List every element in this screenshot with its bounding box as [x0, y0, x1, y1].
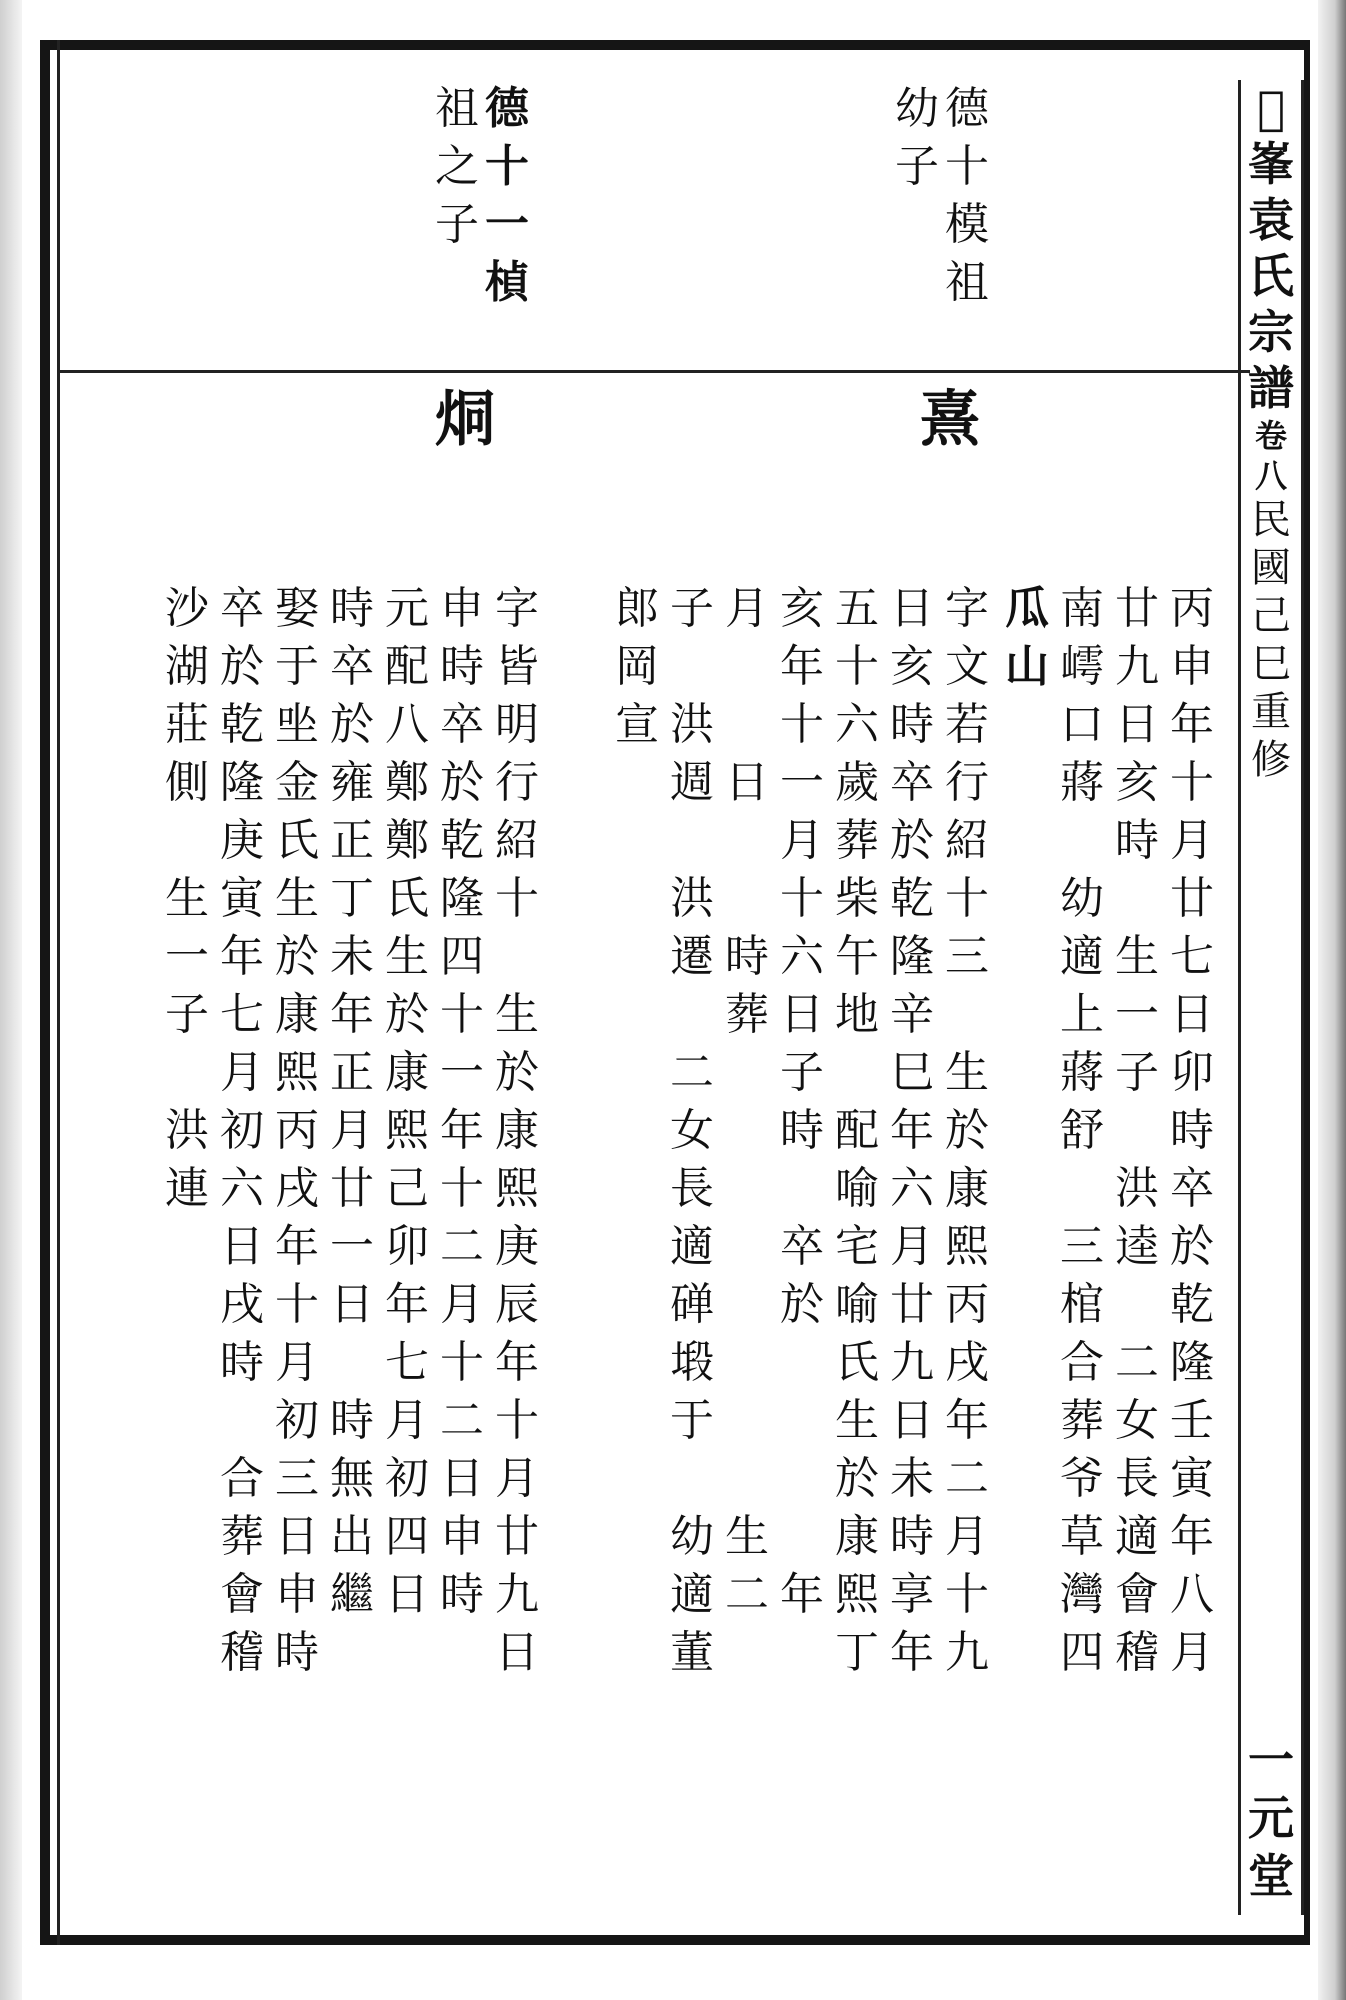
- frame-right-border: [1304, 40, 1310, 1945]
- spine-hall-name: 一 元 堂: [1248, 1733, 1294, 1903]
- continuation-col-4: [1005, 580, 1049, 696]
- continuation-col-2-text: 廿 九 日 亥 時 生 一 子 洪 逵 二 女 長 適 會 稽: [1115, 583, 1159, 1678]
- person-2-col-2: [440, 580, 484, 1624]
- person-1-col-6-text: 子 洪 週 洪 遷 二 女 長 適 䃅 塅 于 幼 適 董: [670, 583, 714, 1678]
- tier-divider: [60, 370, 1250, 373]
- upper-entry-2-line2: [435, 80, 479, 254]
- continuation-col-4-text: 瓜 山: [1005, 583, 1049, 692]
- person-2-col-3: [385, 580, 429, 1624]
- person-1-col-2-text: 日 亥 時 卒 於 乾 隆 辛 巳 年 六 月 廿 九 日 未 時 享 年: [890, 583, 934, 1678]
- person-1-col-5-text: 月 日 時 葬 生 二: [725, 583, 769, 1620]
- frame-bottom-border: [40, 1935, 1310, 1945]
- person-1-col-4: [780, 580, 824, 1624]
- person-2-col-2-text: 申 時 卒 於 乾 隆 四 十 一 年 十 二 月 十 二 日 申 時: [440, 583, 484, 1620]
- person-name-2: [435, 385, 495, 455]
- person-1-col-7-text: 郎 岡 宣: [615, 583, 659, 750]
- person-1-col-6: [670, 580, 714, 1682]
- person-name-1: [920, 385, 980, 455]
- book-spine: [1238, 80, 1304, 1915]
- frame-left-inner-border: [57, 40, 60, 1945]
- person-1-col-7: [615, 580, 659, 754]
- frame-top-border: [40, 40, 1310, 50]
- page-frame: [40, 40, 1310, 1945]
- person-1-col-3: [835, 580, 879, 1682]
- person-2-col-4-text: 時 卒 於 雍 正 丁 未 年 正 月 廿 一 日 時 無 出 繼: [330, 583, 374, 1620]
- person-1-col-1: [945, 580, 989, 1682]
- person-name-2-text: 烔: [435, 385, 495, 455]
- person-1-col-2: [890, 580, 934, 1682]
- person-2-col-6: [220, 580, 264, 1682]
- person-1-col-3-text: 五 十 六 歲 葬 柴 午 地 配 喻 宅 喻 氏 生 於 康 熙 丁: [835, 583, 879, 1678]
- upper-entry-2-note: 祖 之 子: [435, 83, 479, 250]
- continuation-col-3-text: 南 嶀 口 蔣 幼 適 上 蔣 舒 三 棺 合 葬 爷 草 灣 四: [1060, 583, 1104, 1678]
- person-2-col-4: [330, 580, 374, 1624]
- person-2-col-1-text: 字 皆 明 行 紹 十 生 於 康 熙 庚 辰 年 十 月 廿 九 日: [495, 583, 539, 1678]
- person-name-1-text: 熹: [920, 385, 980, 455]
- scan-edge-left: [0, 0, 22, 2000]
- upper-entry-1-text: 德 十 模 祖: [945, 83, 989, 308]
- spine-volume: 卷 八: [1254, 417, 1287, 495]
- person-1-col-5: [725, 580, 769, 1624]
- spine-title: 𠒂 峯 袁 氏 宗 譜: [1248, 81, 1294, 415]
- person-2-col-6-text: 卒 於 乾 隆 庚 寅 年 七 月 初 六 日 戌 時 合 葬 會 稽: [220, 583, 264, 1678]
- person-2-col-5: [275, 580, 319, 1682]
- continuation-col-1-text: 丙 申 年 十 月 廿 七 日 卯 時 卒 於 乾 隆 壬 寅 年 八 月: [1170, 583, 1214, 1678]
- person-2-col-7-text: 沙 湖 莊 側 生 一 子 洪 連: [165, 583, 209, 1214]
- upper-entry-1-line1: [945, 80, 989, 312]
- person-2-col-5-text: 娶 于 㘴 金 氏 生 於 康 熙 丙 戌 年 十 月 初 三 日 申 時: [275, 583, 319, 1678]
- person-2-col-3-text: 元 配 八 鄭 鄭 氏 生 於 康 熙 己 卯 年 七 月 初 四 日: [385, 583, 429, 1620]
- person-2-col-1: [495, 580, 539, 1682]
- person-1-col-4-text: 亥 年 十 一 月 十 六 日 子 時 卒 於 年: [780, 583, 824, 1620]
- continuation-col-3: [1060, 580, 1104, 1682]
- frame-left-border: [40, 40, 50, 1945]
- upper-entry-1-note: 幼 子: [895, 83, 939, 192]
- upper-entry-2-line1: [485, 80, 529, 312]
- continuation-col-2: [1115, 580, 1159, 1682]
- person-2-col-7: [165, 580, 209, 1218]
- spine-edition: 民 國 己 巳 重 修: [1251, 497, 1291, 783]
- upper-entry-1-line2: [895, 80, 939, 196]
- continuation-col-1: [1170, 580, 1214, 1682]
- person-1-col-1-text: 字 文 若 行 紹 十 三 生 於 康 熙 丙 戌 年 二 月 十 九: [945, 583, 989, 1678]
- scan-edge-right: [1318, 0, 1346, 2000]
- spine-header: [1245, 80, 1297, 784]
- upper-entry-2-text: 德 十 一 楨: [485, 83, 529, 308]
